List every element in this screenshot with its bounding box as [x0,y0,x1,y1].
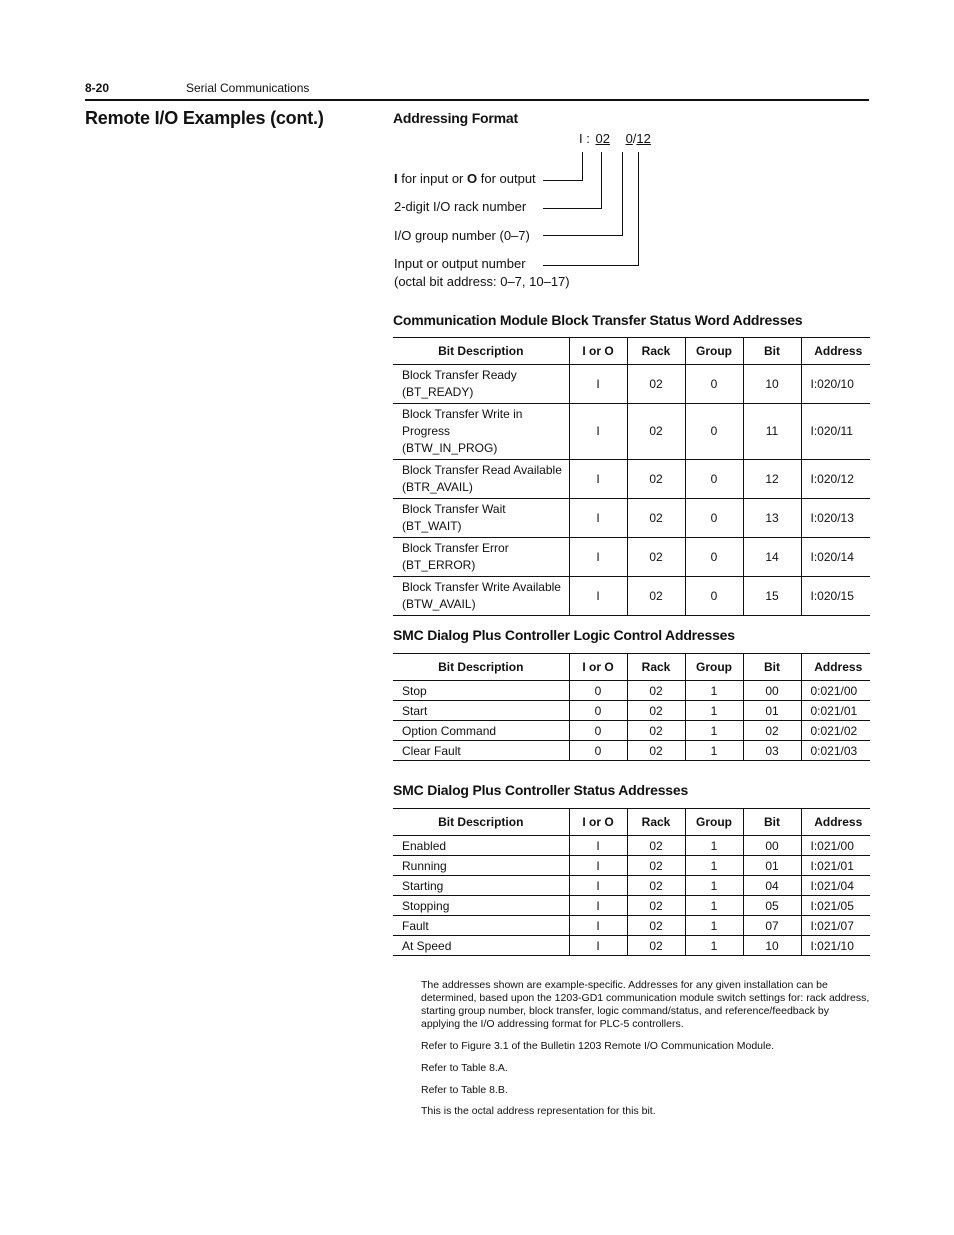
table-row [393,365,870,404]
cell-group: 1 [685,741,743,761]
cell-address: I:021/05 [801,896,870,916]
cell-group: 1 [685,836,743,856]
cell-bit: 10 [743,936,801,956]
cell-rack: 02 [627,916,685,936]
cell-group: 1 [685,721,743,741]
cell-group: 0 [685,460,743,499]
cell-bit: 05 [743,896,801,916]
cell-group: 1 [685,896,743,916]
cell-address: I:020/15 [801,577,870,616]
description-line: Block Transfer Error [402,541,509,555]
bt-status-table [393,337,870,616]
format-rack: 02 [595,131,610,146]
table-row [393,681,870,701]
description-line: (BT_ERROR) [402,558,476,572]
page-number: 8-20 [85,81,110,95]
note-4: Refer to Table 8.B. [421,1084,508,1096]
column-header-bit-description: Bit Description [393,654,569,681]
column-header-i-or-o: I or O [569,338,627,365]
cell-i-or-o: I [569,499,627,538]
table-row [393,538,870,577]
cell-rack: 02 [627,836,685,856]
table-row [393,916,870,936]
cell-rack: 02 [627,741,685,761]
note-3: Refer to Table 8.A. [421,1062,508,1074]
status-table [393,808,870,956]
cell-bit-description [393,876,569,896]
cell-group: 1 [685,916,743,936]
cell-group: 0 [685,499,743,538]
cell-bit: 13 [743,499,801,538]
cell-bit: 01 [743,701,801,721]
description-line: Block Transfer Wait [402,502,506,516]
cell-group: 1 [685,876,743,896]
cell-bit-description [393,538,569,577]
description-line: Stopping [402,899,450,913]
table-row [393,936,870,956]
table-row [393,876,870,896]
cell-bit: 00 [743,681,801,701]
description-line: (BTR_AVAIL) [402,480,473,494]
cell-rack: 02 [627,681,685,701]
cell-bit-description [393,936,569,956]
cell-bit-description [393,741,569,761]
cell-bit: 14 [743,538,801,577]
cell-bit-description [393,681,569,701]
cell-bit-description [393,721,569,741]
cell-rack: 02 [627,721,685,741]
format-prefix: I : [579,131,590,146]
table-row [393,577,870,616]
column-header-address: Address [801,338,870,365]
cell-rack: 02 [627,499,685,538]
label-rack: 2-digit I/O rack number [394,199,527,214]
label-io-type [394,171,536,186]
cell-i-or-o: I [569,538,627,577]
label-bit-line2: (octal bit address: 0–7, 10–17) [394,274,570,289]
logic-control-heading: SMC Dialog Plus Controller Logic Control Addresses [393,627,735,643]
table-row [393,896,870,916]
description-line: (BT_WAIT) [402,519,462,533]
logic-control-table [393,653,870,761]
cell-group: 0 [685,404,743,460]
connector-bit-vertical [638,152,639,265]
cell-i-or-o: I [569,876,627,896]
cell-address: I:021/04 [801,876,870,896]
table-row [393,701,870,721]
connector-io-horizontal [543,180,583,181]
connector-group-horizontal [543,235,623,236]
description-line: Stop [402,684,427,698]
cell-bit: 11 [743,404,801,460]
cell-bit-description [393,701,569,721]
table-header-row [393,338,870,365]
label-io-post: for output [477,171,536,186]
cell-group: 1 [685,936,743,956]
cell-i-or-o: I [569,404,627,460]
cell-group: 0 [685,365,743,404]
cell-address: 0:021/03 [801,741,870,761]
cell-group: 0 [685,577,743,616]
column-header-bit-description: Bit Description [393,809,569,836]
cell-address: I:020/11 [801,404,870,460]
column-header-address: Address [801,654,870,681]
status-body [393,836,870,956]
cell-address: I:020/13 [801,499,870,538]
cell-bit: 15 [743,577,801,616]
cell-rack: 02 [627,701,685,721]
note-2: Refer to Figure 3.1 of the Bulletin 1203 Remote I/O Communication Module. [421,1040,775,1052]
description-line: (BT_READY) [402,385,474,399]
column-header-i-or-o: I or O [569,654,627,681]
cell-rack: 02 [627,896,685,916]
cell-address: 0:021/02 [801,721,870,741]
table-row [393,404,870,460]
label-io-mid: for input or [397,171,467,186]
cell-address: I:021/00 [801,836,870,856]
description-line: Block Transfer Write Available [402,580,561,594]
column-header-group: Group [685,654,743,681]
label-bit-line1: Input or output number [394,256,526,271]
status-heading: SMC Dialog Plus Controller Status Addresses [393,782,689,798]
cell-rack: 02 [627,538,685,577]
cell-bit: 02 [743,721,801,741]
cell-bit-description [393,856,569,876]
cell-bit-description [393,577,569,616]
cell-address: 0:021/00 [801,681,870,701]
description-line: Running [402,859,447,873]
format-group: 0 [625,131,633,146]
section-title: Remote I/O Examples (cont.) [85,108,324,128]
cell-rack: 02 [627,460,685,499]
cell-group: 0 [685,538,743,577]
table-row [393,836,870,856]
cell-i-or-o: I [569,365,627,404]
cell-bit: 12 [743,460,801,499]
bt-status-body [393,365,870,616]
logic-control-body [393,681,870,761]
cell-rack: 02 [627,936,685,956]
cell-bit: 07 [743,916,801,936]
table-row [393,460,870,499]
column-header-bit: Bit [743,654,801,681]
label-io-o: O [467,171,478,186]
format-slash: / [632,131,637,146]
cell-address: I:020/10 [801,365,870,404]
cell-i-or-o: I [569,896,627,916]
cell-i-or-o: 0 [569,701,627,721]
cell-bit-description [393,404,569,460]
table-row [393,499,870,538]
table-header-row [393,654,870,681]
cell-bit-description [393,499,569,538]
label-group: I/O group number (0–7) [394,228,530,243]
description-line: Start [402,704,428,718]
table-row [393,741,870,761]
cell-group: 1 [685,701,743,721]
label-io-i: I [394,171,398,186]
format-example [579,131,651,146]
note-1: The addresses shown are example-specific. Addresses for any given installation can be determined, based upon the 1203-GD1 communication module switch settings for: rack address, starting group number, block transfer, logic command/status, and reference/feedback by applying the I/O addressing format for PLC-5 controllers. [421,979,870,1030]
cell-address: I:020/14 [801,538,870,577]
cell-rack: 02 [627,856,685,876]
connector-bit-horizontal [543,265,639,266]
table-row [393,856,870,876]
cell-i-or-o: 0 [569,721,627,741]
cell-rack: 02 [627,365,685,404]
description-line: At Speed [402,939,452,953]
description-line: Progress [402,424,451,438]
header-rule [85,99,869,101]
column-header-rack: Rack [627,809,685,836]
description-line: Option Command [402,724,497,738]
column-header-address: Address [801,809,870,836]
cell-i-or-o: I [569,856,627,876]
cell-address: I:021/01 [801,856,870,876]
cell-i-or-o: I [569,836,627,856]
cell-address: I:021/07 [801,916,870,936]
description-line: Block Transfer Read Available [402,463,562,477]
cell-group: 1 [685,681,743,701]
cell-i-or-o: I [569,460,627,499]
description-line: Enabled [402,839,447,853]
connector-rack-vertical [601,152,602,208]
cell-rack: 02 [627,404,685,460]
connector-rack-horizontal [543,208,602,209]
table-header-row [393,809,870,836]
addressing-format-heading: Addressing Format [393,110,518,126]
cell-bit: 01 [743,856,801,876]
column-header-group: Group [685,338,743,365]
cell-bit: 10 [743,365,801,404]
note-5: This is the octal address representation for this bit. [421,1105,656,1117]
description-line: Block Transfer Write in [402,407,523,421]
description-line: (BTW_IN_PROG) [402,441,498,455]
table-row [393,721,870,741]
cell-bit-description [393,460,569,499]
cell-i-or-o: 0 [569,681,627,701]
cell-bit-description [393,896,569,916]
bt-status-heading: Communication Module Block Transfer Status Word Addresses [393,312,803,328]
description-line: Clear Fault [402,744,461,758]
description-line: Starting [402,879,444,893]
description-line: Fault [402,919,429,933]
description-line: (BTW_AVAIL) [402,597,476,611]
cell-i-or-o: I [569,577,627,616]
column-header-bit: Bit [743,338,801,365]
cell-i-or-o: 0 [569,741,627,761]
description-line: Block Transfer Ready [402,368,517,382]
cell-i-or-o: I [569,936,627,956]
cell-address: 0:021/01 [801,701,870,721]
cell-bit: 03 [743,741,801,761]
cell-bit-description [393,365,569,404]
column-header-group: Group [685,809,743,836]
cell-rack: 02 [627,876,685,896]
column-header-rack: Rack [627,654,685,681]
running-title: Serial Communications [186,81,310,95]
cell-address: I:021/10 [801,936,870,956]
column-header-bit: Bit [743,809,801,836]
format-bit: 12 [636,131,651,146]
column-header-rack: Rack [627,338,685,365]
cell-group: 1 [685,856,743,876]
cell-i-or-o: I [569,916,627,936]
connector-io-vertical [582,152,583,180]
connector-group-vertical [622,152,623,235]
column-header-bit-description: Bit Description [393,338,569,365]
cell-rack: 02 [627,577,685,616]
cell-bit-description [393,836,569,856]
cell-bit: 00 [743,836,801,856]
cell-bit-description [393,916,569,936]
cell-bit: 04 [743,876,801,896]
cell-address: I:020/12 [801,460,870,499]
column-header-i-or-o: I or O [569,809,627,836]
